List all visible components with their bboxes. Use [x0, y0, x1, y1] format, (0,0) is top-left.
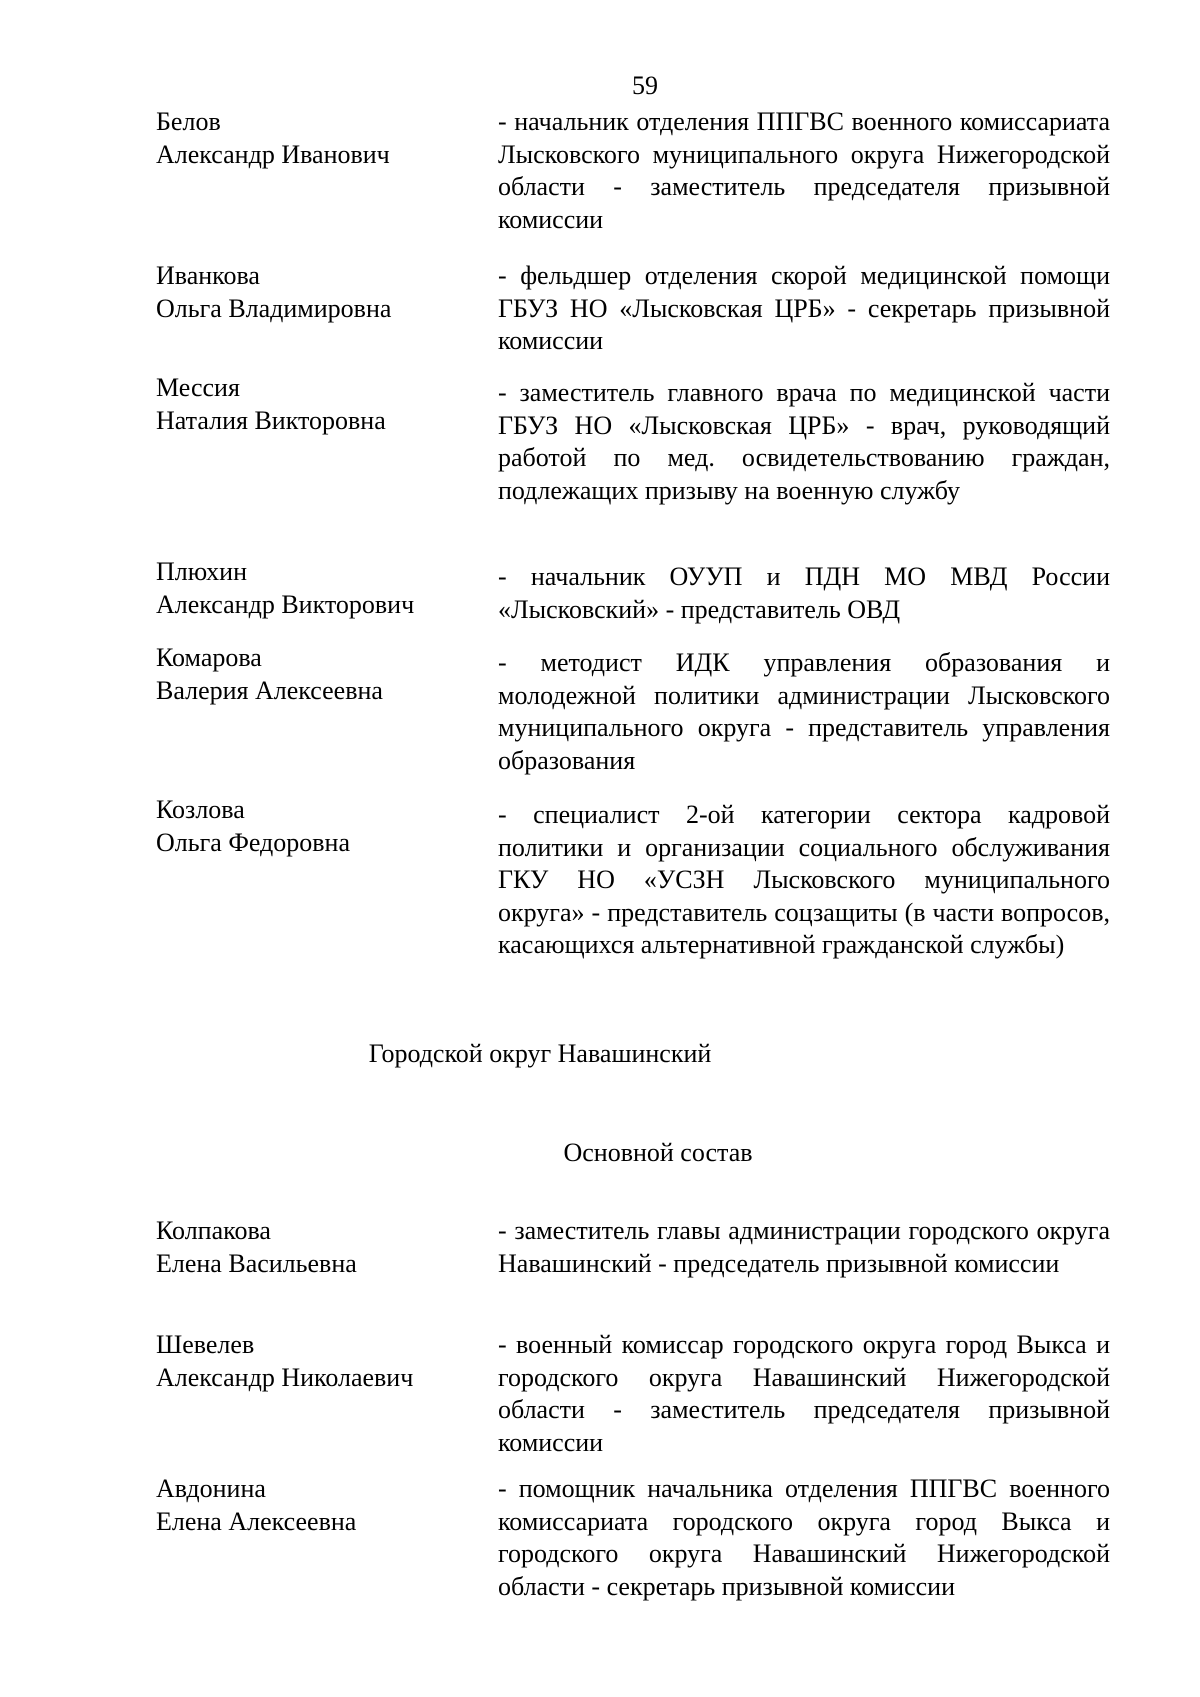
member-role: - военный комиссар городского округа город Выкса и городского округа Навашинский Нижегородской области - заместитель председателя призывной комиссии [498, 1330, 1110, 1457]
member-surname: Авдонина [156, 1474, 266, 1503]
member-surname: Шевелев [156, 1330, 255, 1359]
member-name [156, 260, 486, 325]
member-given-name: Александр Николаевич [156, 1362, 414, 1392]
member-given-name: Елена Алексеевна [156, 1506, 357, 1536]
member-given-name: Александр Викторович [156, 589, 415, 619]
member-surname: Иванкова [156, 261, 260, 290]
member-role: - начальник ОУУП и ПДН МО МВД России «Лысковский» - представитель ОВД [498, 562, 1110, 624]
member-name [156, 106, 486, 171]
page-number: 59 [632, 71, 658, 100]
member-given-name: Елена Васильевна [156, 1248, 357, 1278]
member-role: - заместитель главы администрации городского округа Навашинский - председатель призывной комиссии [498, 1216, 1110, 1278]
member-role: - специалист 2-ой категории сектора кадровой политики и организации социального обслуживания ГКУ НО «УСЗН Лысковского муниципального округа» - представитель соцзащиты (в части вопросов, касающихся альтернативной гражданской службы) [498, 800, 1110, 959]
member-name [156, 1473, 486, 1538]
member-surname: Мессия [156, 373, 240, 402]
member-name [156, 1215, 486, 1280]
member-name [156, 556, 486, 621]
member-surname: Колпакова [156, 1216, 271, 1245]
member-role: - фельдшер отделения скорой медицинской помощи ГБУЗ НО «Лысковская ЦРБ» - секретарь призывной комиссии [498, 261, 1110, 355]
member-given-name: Валерия Алексеевна [156, 675, 383, 705]
member-surname: Козлова [156, 795, 245, 824]
member-role: - методист ИДК управления образования и молодежной политики администрации Лысковского муниципального округа - представитель управления образования [498, 648, 1110, 775]
member-given-name: Ольга Федоровна [156, 827, 351, 857]
member-surname: Плюхин [156, 557, 247, 586]
composition-title: Основной состав [563, 1138, 753, 1167]
member-given-name: Ольга Владимировна [156, 293, 392, 323]
member-role: - начальник отделения ППГВС военного комиссариата Лысковского муниципального округа Нижегородской области - заместитель председателя призывной комиссии [498, 107, 1110, 234]
member-surname: Белов [156, 107, 221, 136]
district-title: Городской округ Навашинский [368, 1039, 712, 1068]
member-role: - заместитель главного врача по медицинской части ГБУЗ НО «Лысковская ЦРБ» - врач, руководящий работой по мед. освидетельствованию граждан, подлежащих призыву на военную службу [498, 378, 1110, 505]
member-given-name: Наталия Викторовна [156, 405, 386, 435]
member-name [156, 642, 486, 707]
member-surname: Комарова [156, 643, 262, 672]
member-name [156, 794, 486, 859]
member-name [156, 372, 486, 437]
member-role: - помощник начальника отделения ППГВС военного комиссариата городского округа город Выкса и городского округа Навашинский Нижегородской области - секретарь призывной комиссии [498, 1474, 1110, 1601]
member-name [156, 1329, 486, 1394]
member-given-name: Александр Иванович [156, 139, 390, 169]
